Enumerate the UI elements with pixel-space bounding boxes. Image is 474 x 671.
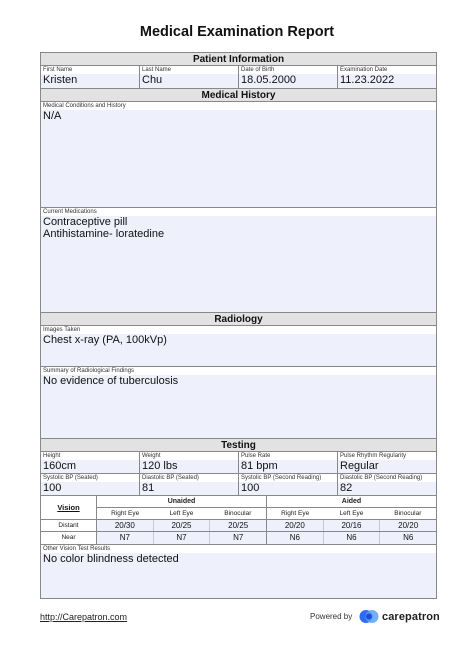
pulse-label: Pulse Rate bbox=[239, 452, 337, 460]
aided-near-row bbox=[267, 532, 436, 544]
unaided-distant-binocular-field[interactable]: 20/25 bbox=[228, 521, 249, 530]
last-name-cell bbox=[140, 66, 239, 88]
carepatron-logo[interactable] bbox=[359, 608, 440, 625]
carepatron-logo-icon bbox=[359, 608, 379, 625]
summary-label: Summary of Radiological Findings bbox=[41, 367, 436, 375]
height-label: Height bbox=[41, 452, 139, 460]
testing-row-2 bbox=[41, 474, 436, 496]
rhythm-label: Pulse Rhythm Regularity bbox=[338, 452, 436, 460]
unaided-near-row bbox=[97, 532, 266, 544]
images-field[interactable]: Chest x-ray (PA, 100kVp) bbox=[41, 334, 436, 366]
dia-second-field[interactable]: 82 bbox=[338, 482, 436, 495]
summary-row bbox=[41, 367, 436, 439]
aided-near-binocular-field[interactable]: N6 bbox=[403, 533, 414, 542]
other-vision-field[interactable]: No color blindness detected bbox=[41, 553, 436, 598]
medical-history-heading: Medical History bbox=[41, 89, 436, 102]
dob-cell bbox=[239, 66, 338, 88]
first-name-label: First Name bbox=[41, 66, 139, 74]
carepatron-link[interactable]: http://Carepatron.com bbox=[40, 612, 128, 622]
testing-heading: Testing bbox=[41, 439, 436, 452]
powered-by-text: Powered by bbox=[310, 612, 353, 621]
report-form bbox=[40, 52, 437, 599]
aided-distant-binocular-field[interactable]: 20/20 bbox=[398, 521, 419, 530]
unaided-heading: Unaided bbox=[97, 496, 266, 508]
vision-table bbox=[41, 496, 436, 545]
aided-distant-right-field[interactable]: 20/20 bbox=[267, 520, 324, 531]
conditions-field[interactable]: N/A bbox=[41, 110, 436, 207]
height-cell bbox=[41, 452, 140, 473]
images-label: Images Taken bbox=[41, 326, 436, 334]
medications-row bbox=[41, 208, 436, 313]
unaided-distant-row bbox=[97, 520, 266, 532]
aided-near-left-field[interactable]: N6 bbox=[324, 532, 381, 544]
aided-left-eye-label: Left Eye bbox=[339, 510, 364, 517]
pulse-cell bbox=[239, 452, 338, 473]
other-vision-row bbox=[41, 545, 436, 598]
dia-seated-label: Diastolic BP (Seated) bbox=[140, 474, 238, 482]
vision-distant-label: Distant bbox=[41, 520, 96, 532]
medications-label: Current Medications bbox=[41, 208, 436, 216]
exam-date-field[interactable]: 11.23.2022 bbox=[338, 74, 436, 88]
aided-binocular-label: Binocular bbox=[394, 510, 422, 517]
first-name-cell bbox=[41, 66, 140, 88]
unaided-distant-left-field[interactable]: 20/25 bbox=[154, 520, 211, 531]
rhythm-cell bbox=[338, 452, 436, 473]
pulse-field[interactable]: 81 bpm bbox=[239, 460, 337, 473]
aided-distant-left-field[interactable]: 20/16 bbox=[324, 520, 381, 531]
aided-right-eye-label: Right Eye bbox=[281, 510, 310, 517]
images-row bbox=[41, 326, 436, 367]
dob-label: Date of Birth bbox=[239, 66, 337, 74]
unaided-left-eye-label: Left Eye bbox=[169, 510, 194, 517]
testing-row-1 bbox=[41, 452, 436, 474]
rhythm-field[interactable]: Regular bbox=[338, 460, 436, 473]
weight-label: Weight bbox=[140, 452, 238, 460]
aided-distant-row bbox=[267, 520, 436, 532]
sys-second-field[interactable]: 100 bbox=[239, 482, 337, 495]
carepatron-brand-name: carepatron bbox=[382, 610, 440, 623]
exam-date-label: Examination Date bbox=[338, 66, 436, 74]
first-name-field[interactable]: Kristen bbox=[41, 74, 139, 88]
summary-field[interactable]: No evidence of tuberculosis bbox=[41, 375, 436, 438]
unaided-near-right-field[interactable]: N7 bbox=[97, 532, 154, 544]
images-cell bbox=[41, 326, 436, 366]
dob-field[interactable]: 18.05.2000 bbox=[239, 74, 337, 88]
dia-seated-cell bbox=[140, 474, 239, 495]
aided-near-right-field[interactable]: N6 bbox=[267, 532, 324, 544]
vision-near-label: Near bbox=[61, 534, 76, 541]
weight-cell bbox=[140, 452, 239, 473]
conditions-label: Medical Conditions and History bbox=[41, 102, 436, 110]
footer bbox=[40, 608, 440, 628]
sys-second-cell bbox=[239, 474, 338, 495]
conditions-cell bbox=[41, 102, 436, 207]
other-vision-cell bbox=[41, 545, 436, 598]
report-title: Medical Examination Report bbox=[139, 24, 335, 40]
sys-seated-cell bbox=[41, 474, 140, 495]
medications-field[interactable]: Contraceptive pill Antihistamine- loratedine bbox=[41, 216, 436, 312]
radiology-heading: Radiology bbox=[41, 313, 436, 326]
sys-seated-field[interactable]: 100 bbox=[41, 482, 139, 495]
unaided-near-binocular-field[interactable]: N7 bbox=[233, 533, 244, 542]
vision-label: Vision bbox=[41, 496, 96, 520]
unaided-distant-right-field[interactable]: 20/30 bbox=[97, 520, 154, 531]
unaided-right-eye-label: Right Eye bbox=[111, 510, 140, 517]
unaided-binocular-label: Binocular bbox=[224, 510, 252, 517]
dia-second-cell bbox=[338, 474, 436, 495]
weight-field[interactable]: 120 lbs bbox=[140, 460, 238, 473]
last-name-field[interactable]: Chu bbox=[140, 74, 238, 88]
sys-second-label: Systolic BP (Second Reading) bbox=[239, 474, 337, 482]
exam-date-cell bbox=[338, 66, 436, 88]
height-field[interactable]: 160cm bbox=[41, 460, 139, 473]
other-vision-label: Other Vision Test Results bbox=[41, 545, 436, 553]
medications-cell bbox=[41, 208, 436, 312]
vision-unaided-group bbox=[97, 496, 267, 544]
unaided-near-left-field[interactable]: N7 bbox=[154, 532, 211, 544]
sys-seated-label: Systolic BP (Seated) bbox=[41, 474, 139, 482]
aided-subheader bbox=[267, 508, 436, 520]
patient-information-heading: Patient Information bbox=[41, 53, 436, 66]
vision-aided-group bbox=[267, 496, 436, 544]
vision-label-column bbox=[41, 496, 97, 544]
dia-seated-field[interactable]: 81 bbox=[140, 482, 238, 495]
summary-cell bbox=[41, 367, 436, 438]
conditions-row bbox=[41, 102, 436, 208]
unaided-subheader bbox=[97, 508, 266, 520]
dia-second-label: Diastolic BP (Second Reading) bbox=[338, 474, 436, 482]
aided-heading: Aided bbox=[267, 496, 436, 508]
last-name-label: Last Name bbox=[140, 66, 238, 74]
patient-info-row bbox=[41, 66, 436, 89]
